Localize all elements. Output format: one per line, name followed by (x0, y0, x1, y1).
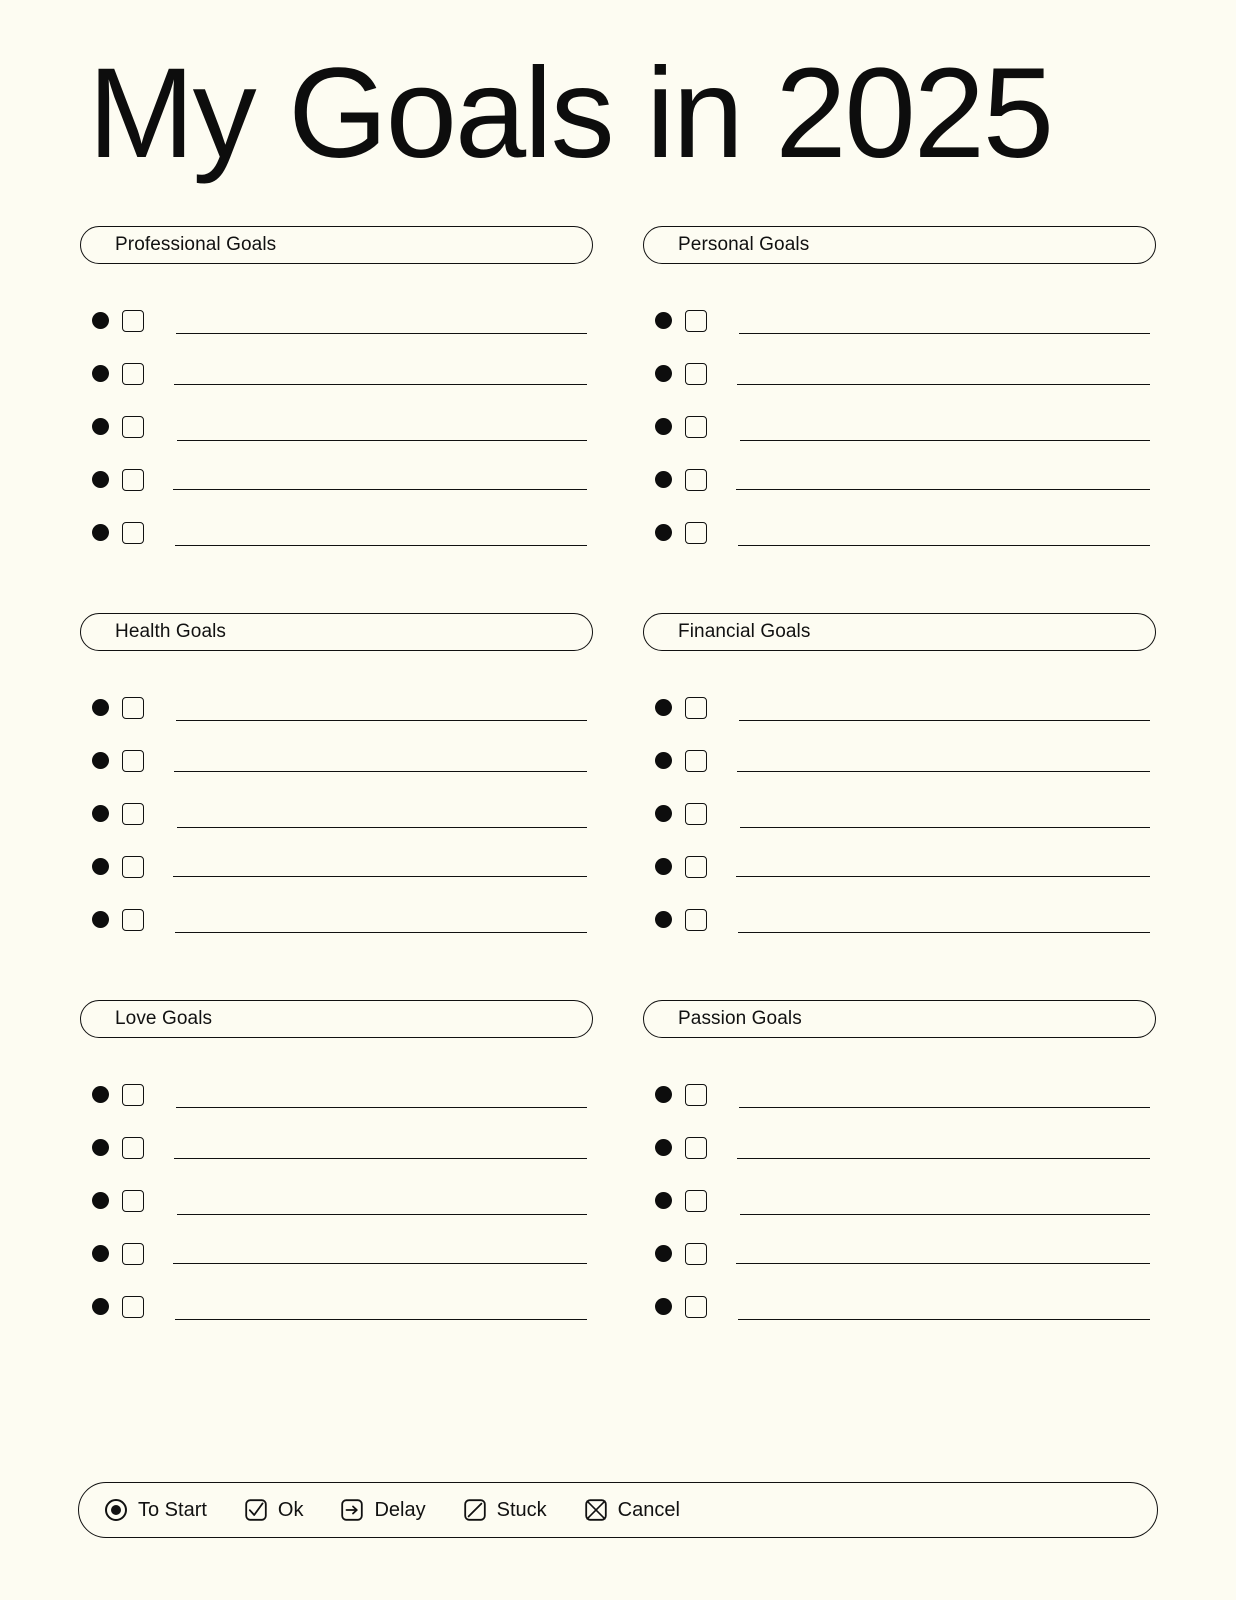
bullet-dot-icon (92, 911, 109, 928)
bullet-dot-icon (655, 524, 672, 541)
checkbox[interactable] (685, 697, 707, 719)
goal-row[interactable] (92, 347, 593, 400)
legend-item-cancel[interactable] (585, 1499, 692, 1522)
goal-row[interactable] (92, 893, 593, 946)
goal-section-health (80, 613, 593, 946)
checkbox-check-icon (245, 1499, 267, 1521)
write-in-line[interactable] (174, 1158, 587, 1159)
goal-row[interactable] (92, 1068, 593, 1121)
box-arrow-right-icon (341, 1499, 363, 1521)
goal-row[interactable] (655, 400, 1156, 453)
write-in-line[interactable] (739, 720, 1150, 721)
write-in-line[interactable] (175, 932, 587, 933)
filled-circle-in-ring-icon (105, 1499, 127, 1521)
goal-row[interactable] (92, 1174, 593, 1227)
bullet-dot-icon (92, 1139, 109, 1156)
checkbox[interactable] (122, 416, 144, 438)
checkbox[interactable] (122, 363, 144, 385)
bullet-dot-icon (655, 699, 672, 716)
bullet-dot-icon (655, 1298, 672, 1315)
section-header (80, 1000, 593, 1038)
goal-row[interactable] (92, 840, 593, 893)
legend-item-to-start[interactable] (105, 1499, 219, 1522)
bullet-dot-icon (92, 471, 109, 488)
bullet-dot-icon (92, 1086, 109, 1103)
checkbox[interactable] (685, 363, 707, 385)
bullet-dot-icon (655, 1192, 672, 1209)
bullet-dot-icon (92, 1245, 109, 1262)
box-diagonal-slash-icon (464, 1499, 486, 1521)
goal-section-personal (643, 226, 1156, 559)
checkbox[interactable] (122, 697, 144, 719)
write-in-line[interactable] (739, 333, 1150, 334)
legend-item-ok[interactable] (245, 1499, 316, 1522)
checkbox[interactable] (685, 803, 707, 825)
goal-section-professional (80, 226, 593, 559)
checkbox[interactable] (122, 1243, 144, 1265)
checkbox[interactable] (122, 750, 144, 772)
bullet-dot-icon (92, 752, 109, 769)
write-in-line[interactable] (736, 489, 1150, 490)
legend-bar (78, 1482, 1158, 1538)
section-title: Passion Goals (678, 1008, 802, 1029)
write-in-line[interactable] (739, 1107, 1150, 1108)
checkbox[interactable] (122, 1296, 144, 1318)
bullet-dot-icon (92, 1192, 109, 1209)
write-in-line[interactable] (736, 876, 1150, 877)
write-in-line[interactable] (736, 1263, 1150, 1264)
write-in-line[interactable] (173, 1263, 587, 1264)
goal-rows (643, 1068, 1156, 1333)
bullet-dot-icon (92, 858, 109, 875)
goal-sections-grid (80, 226, 1156, 1387)
section-title: Health Goals (115, 621, 227, 642)
write-in-line[interactable] (737, 1158, 1150, 1159)
checkbox[interactable] (122, 310, 144, 332)
bullet-dot-icon (655, 752, 672, 769)
write-in-line[interactable] (738, 1319, 1150, 1320)
goal-row[interactable] (655, 681, 1156, 734)
bullet-dot-icon (92, 699, 109, 716)
section-header (80, 226, 593, 264)
legend-label: Cancel (617, 1498, 680, 1521)
checkbox[interactable] (685, 909, 707, 931)
goal-row[interactable] (655, 453, 1156, 506)
checkbox[interactable] (685, 1190, 707, 1212)
goal-row[interactable] (92, 681, 593, 734)
legend-label: Stuck (496, 1498, 547, 1521)
checkbox[interactable] (122, 1084, 144, 1106)
write-in-line[interactable] (737, 771, 1150, 772)
goal-rows (643, 681, 1156, 946)
goal-row[interactable] (92, 787, 593, 840)
bullet-dot-icon (655, 805, 672, 822)
section-header (80, 613, 593, 651)
section-header (643, 1000, 1156, 1038)
checkbox[interactable] (685, 750, 707, 772)
write-in-line[interactable] (176, 720, 587, 721)
legend-item-delay[interactable] (341, 1499, 437, 1522)
checkbox[interactable] (122, 803, 144, 825)
write-in-line[interactable] (737, 384, 1150, 385)
checkbox[interactable] (122, 1137, 144, 1159)
page-title: My Goals in 2025 (88, 42, 1053, 185)
goal-section-love (80, 1000, 593, 1333)
checkbox[interactable] (122, 469, 144, 491)
bullet-dot-icon (92, 805, 109, 822)
goal-row[interactable] (655, 893, 1156, 946)
goal-row[interactable] (655, 1174, 1156, 1227)
goal-row[interactable] (92, 1121, 593, 1174)
bullet-dot-icon (655, 911, 672, 928)
section-header (643, 226, 1156, 264)
goal-rows (80, 294, 593, 559)
write-in-line[interactable] (176, 1107, 587, 1108)
section-title: Professional Goals (115, 234, 277, 255)
write-in-line[interactable] (740, 1214, 1150, 1215)
section-header (643, 613, 1156, 651)
goal-rows (643, 294, 1156, 559)
checkbox[interactable] (685, 310, 707, 332)
write-in-line[interactable] (173, 489, 587, 490)
write-in-line[interactable] (174, 771, 587, 772)
goal-row[interactable] (92, 734, 593, 787)
checkbox[interactable] (122, 1190, 144, 1212)
bullet-dot-icon (655, 471, 672, 488)
goal-rows (80, 1068, 593, 1333)
bullet-dot-icon (655, 312, 672, 329)
write-in-line[interactable] (175, 1319, 587, 1320)
bullet-dot-icon (92, 524, 109, 541)
write-in-line[interactable] (740, 440, 1150, 441)
goal-section-financial (643, 613, 1156, 946)
legend-label: To Start (138, 1498, 207, 1521)
checkbox[interactable] (685, 1137, 707, 1159)
checkbox[interactable] (685, 522, 707, 544)
goal-row[interactable] (92, 1227, 593, 1280)
write-in-line[interactable] (738, 545, 1150, 546)
bullet-dot-icon (655, 418, 672, 435)
goal-row[interactable] (655, 506, 1156, 559)
goal-row[interactable] (655, 347, 1156, 400)
section-title: Personal Goals (678, 234, 810, 255)
bullet-dot-icon (655, 365, 672, 382)
legend-label: Ok (277, 1498, 304, 1521)
goal-row[interactable] (655, 1227, 1156, 1280)
goal-row[interactable] (92, 294, 593, 347)
bullet-dot-icon (92, 365, 109, 382)
write-in-line[interactable] (175, 545, 587, 546)
bullet-dot-icon (92, 418, 109, 435)
goal-section-passion (643, 1000, 1156, 1333)
goal-row[interactable] (655, 840, 1156, 893)
section-title: Love Goals (115, 1008, 213, 1029)
checkbox[interactable] (685, 416, 707, 438)
checkbox[interactable] (122, 909, 144, 931)
checkbox[interactable] (685, 1296, 707, 1318)
checkbox[interactable] (122, 522, 144, 544)
goal-row[interactable] (655, 787, 1156, 840)
checkbox[interactable] (685, 1084, 707, 1106)
checkbox[interactable] (122, 856, 144, 878)
goal-rows (80, 681, 593, 946)
goal-row[interactable] (655, 1121, 1156, 1174)
write-in-line[interactable] (176, 333, 587, 334)
checkbox[interactable] (685, 856, 707, 878)
bullet-dot-icon (655, 1245, 672, 1262)
write-in-line[interactable] (738, 932, 1150, 933)
bullet-dot-icon (92, 312, 109, 329)
goal-row[interactable] (655, 294, 1156, 347)
section-title: Financial Goals (678, 621, 811, 642)
goal-row[interactable] (92, 453, 593, 506)
goal-row[interactable] (655, 734, 1156, 787)
bullet-dot-icon (92, 1298, 109, 1315)
write-in-line[interactable] (177, 827, 587, 828)
write-in-line[interactable] (177, 1214, 587, 1215)
write-in-line[interactable] (740, 827, 1150, 828)
bullet-dot-icon (655, 858, 672, 875)
write-in-line[interactable] (177, 440, 587, 441)
legend-item-stuck[interactable] (464, 1499, 559, 1522)
write-in-line[interactable] (173, 876, 587, 877)
write-in-line[interactable] (174, 384, 587, 385)
box-cross-icon (585, 1499, 607, 1521)
goal-row[interactable] (92, 506, 593, 559)
bullet-dot-icon (655, 1086, 672, 1103)
goal-row[interactable] (92, 1280, 593, 1333)
bullet-dot-icon (655, 1139, 672, 1156)
legend-label: Delay (374, 1498, 426, 1521)
goal-row[interactable] (655, 1068, 1156, 1121)
goal-row[interactable] (655, 1280, 1156, 1333)
goal-row[interactable] (92, 400, 593, 453)
checkbox[interactable] (685, 469, 707, 491)
checkbox[interactable] (685, 1243, 707, 1265)
